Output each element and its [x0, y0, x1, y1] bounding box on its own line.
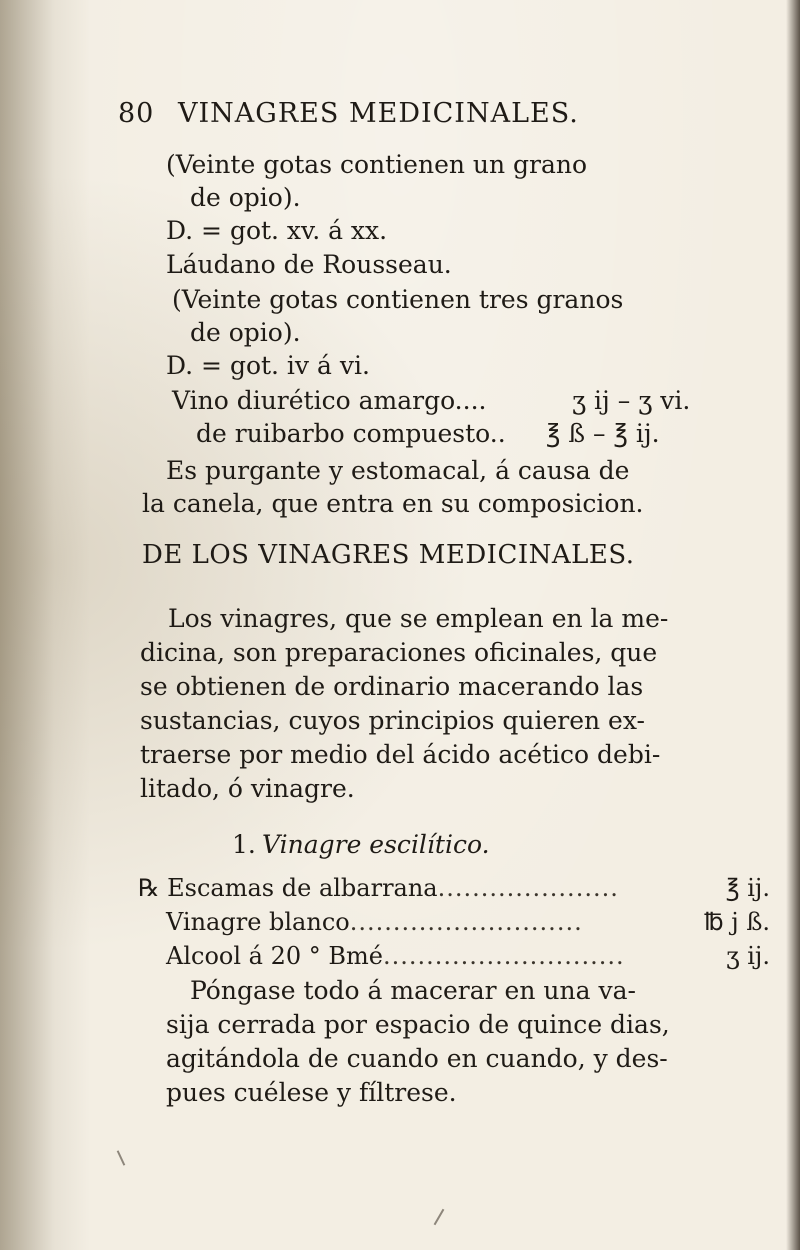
paragraph-line: se obtienen de ordinario macerando las	[140, 672, 644, 701]
recipe-item-qty: ʒ ij.	[726, 942, 770, 970]
dose-line: D. = got. xv. á xx.	[166, 216, 388, 245]
dose-line: D. = got. iv á vi.	[166, 351, 370, 380]
ink-mark	[117, 1150, 126, 1165]
recipe-item-label: Vinagre blanco	[166, 908, 350, 936]
text-line: (Veinte gotas contienen un grano	[166, 150, 588, 179]
vino-label-2: de ruibarbo compuesto..	[196, 419, 506, 448]
paragraph-line: dicina, son preparaciones oficinales, que	[140, 638, 658, 667]
vino-label-1: Vino diurético amargo....	[172, 386, 487, 415]
note-line: Es purgante y estomacal, á causa de	[166, 456, 630, 485]
ink-mark	[434, 1209, 445, 1226]
recipe-item-label: Alcool á 20 ° Bmé	[166, 942, 383, 970]
page-gutter-shadow	[0, 0, 90, 1250]
note-line: la canela, que entra en su composicion.	[142, 489, 644, 518]
vino-qty-2: ℥ ß – ℥ ij.	[546, 419, 660, 448]
method-line: sija cerrada por espacio de quince dias,	[166, 1010, 670, 1039]
method-line: Póngase todo á macerar en una va-	[190, 976, 636, 1005]
recipe-item	[166, 908, 770, 936]
recipe-item	[138, 874, 770, 902]
paragraph-line: sustancias, cuyos principios quieren ex-	[140, 706, 645, 735]
recipe-item-qty: ℔ j ß.	[704, 908, 770, 936]
recipe-item	[166, 942, 770, 970]
paragraph-line: litado, ó vinagre.	[140, 774, 355, 803]
recipe-item-qty: ℥ ij.	[725, 874, 770, 902]
method-line: pues cuélese y fíltrese.	[166, 1078, 457, 1107]
paragraph-line: traerse por medio del ácido acético debi-	[140, 740, 661, 769]
paragraph-line: Los vinagres, que se emplean en la me-	[168, 604, 669, 633]
page-header	[118, 98, 758, 138]
page-number: 80	[118, 98, 155, 129]
text-line: de opio).	[190, 183, 301, 212]
text-line: (Veinte gotas contienen tres granos	[172, 285, 624, 314]
page-edge-shadow	[786, 0, 800, 1250]
recipe-item-label: ℞ Escamas de albarrana	[138, 874, 438, 902]
recipe-number: 1.	[232, 830, 256, 859]
leader-dots: .....................	[437, 874, 619, 902]
recipe-title: Vinagre escilítico.	[262, 830, 490, 859]
text-line: de opio).	[190, 318, 301, 347]
section-heading: DE LOS VINAGRES MEDICINALES.	[142, 540, 635, 570]
leader-dots: ...........................	[349, 908, 583, 936]
vino-qty-1: ʒ ij – ʒ vi.	[572, 386, 691, 415]
leader-dots: ............................	[382, 942, 625, 970]
text-line: Láudano de Rousseau.	[166, 250, 452, 279]
method-line: agitándola de cuando en cuando, y des-	[166, 1044, 668, 1073]
running-head: VINAGRES MEDICINALES.	[178, 98, 579, 129]
